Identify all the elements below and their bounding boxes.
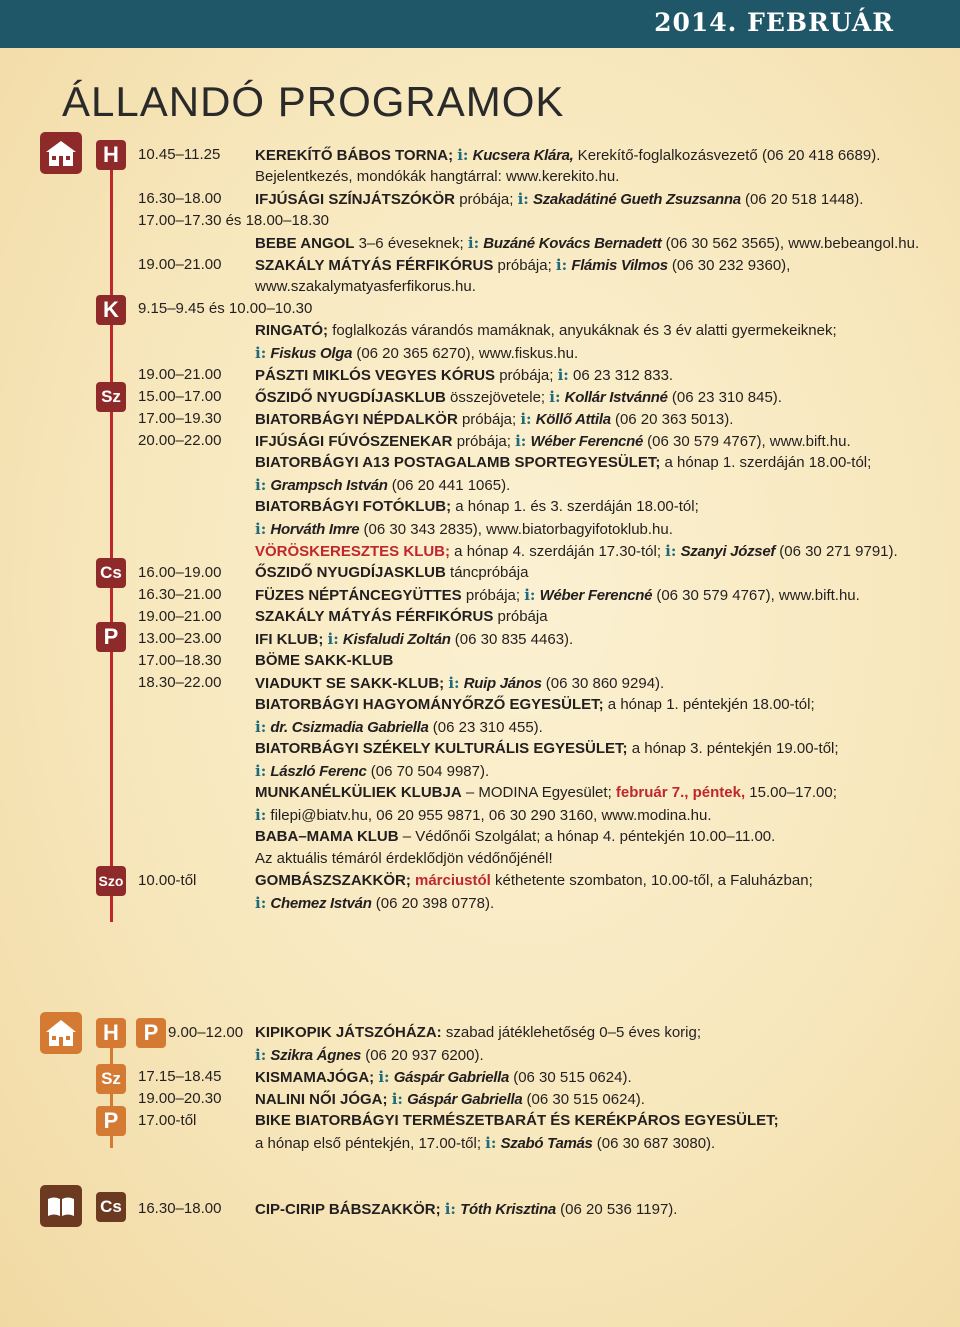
day-badge-tuesday: K bbox=[96, 295, 126, 325]
program-name: SZAKÁLY MÁTYÁS FÉRFIKÓRUS bbox=[255, 257, 494, 274]
house-icon bbox=[40, 132, 82, 174]
contact: Tóth Krisztina bbox=[460, 1201, 556, 1218]
details: a hónap 3. péntekjén 19.00-től; bbox=[627, 740, 839, 757]
details: (06 23 310 845). bbox=[667, 389, 782, 406]
program-line bbox=[255, 761, 489, 782]
time: 17.00-től bbox=[138, 1112, 197, 1129]
contact: Wéber Ferencné bbox=[539, 587, 653, 604]
details: 15.00–17.00; bbox=[745, 784, 837, 801]
info-icon: i: bbox=[391, 1090, 403, 1108]
program-line bbox=[255, 541, 898, 562]
info-icon: i: bbox=[524, 586, 536, 604]
details: próbája; bbox=[455, 191, 518, 208]
time: 9.00–12.00 bbox=[168, 1024, 244, 1041]
contact: dr. Csizmadia Gabriella bbox=[270, 719, 429, 736]
program-name: CIP-CIRIP BÁBSZAKKÖR; bbox=[255, 1201, 441, 1218]
program-name: BIATORBÁGYI FOTÓKLUB; bbox=[255, 498, 452, 515]
program-line bbox=[255, 321, 837, 341]
contact: Chemez István bbox=[270, 895, 372, 912]
day-badge-friday: P bbox=[96, 1106, 126, 1136]
details: próbája; bbox=[461, 587, 525, 604]
time: 20.00–22.00 bbox=[138, 432, 222, 449]
info-icon: i: bbox=[255, 1046, 267, 1064]
program-name: KIPIKOPIK JÁTSZÓHÁZA: bbox=[255, 1024, 442, 1041]
info-icon: i: bbox=[255, 718, 267, 736]
contact: Szikra Ágnes bbox=[270, 1047, 362, 1064]
details: (06 30 835 4463). bbox=[450, 631, 574, 648]
program-name: BIATORBÁGYI NÉPDALKÖR bbox=[255, 411, 458, 428]
program-name: MUNKANÉLKÜLIEK KLUBJA bbox=[255, 784, 462, 801]
info-icon: i: bbox=[555, 256, 568, 274]
program-line bbox=[255, 783, 837, 803]
house-icon bbox=[40, 1012, 82, 1054]
details: (06 23 310 455). bbox=[428, 719, 543, 736]
time: 16.30–18.00 bbox=[138, 190, 222, 207]
details: szabad játéklehetőség 0–5 éves korig; bbox=[441, 1024, 702, 1041]
program-line bbox=[255, 849, 553, 869]
day-badge-friday: P bbox=[136, 1018, 166, 1048]
program-name: IFI KLUB; bbox=[255, 631, 324, 648]
details: Bejelentkezés, mondókák hangtárral: www.kerekito.hu. bbox=[255, 168, 620, 185]
details: foglalkozás várandós mamáknak, anyukáknak és 3 év alatti gyermekeiknek; bbox=[328, 322, 837, 339]
details: (06 30 271 9791). bbox=[775, 543, 898, 560]
details: próbája; bbox=[457, 411, 521, 428]
program-name: GOMBÁSZSZAKKÖR; bbox=[255, 872, 411, 889]
contact: Grampsch István bbox=[270, 477, 388, 494]
time: 19.00–21.00 bbox=[138, 608, 222, 625]
contact: Szanyi József bbox=[680, 543, 776, 560]
time: 10.45–11.25 bbox=[138, 146, 221, 163]
program-name: ŐSZIDŐ NYUGDÍJASKLUB bbox=[255, 389, 446, 406]
program-name: IFJÚSÁGI SZÍNJÁTSZÓKÖR bbox=[255, 191, 456, 208]
info-icon: i: bbox=[255, 806, 267, 824]
program-line bbox=[255, 233, 919, 254]
info-icon: i: bbox=[255, 520, 267, 538]
details: (06 30 579 4767), www.bift.hu. bbox=[652, 587, 860, 604]
contact: Szakadátiné Gueth Zsuzsanna bbox=[533, 191, 741, 208]
details: a hónap 4. szerdáján 17.30-tól; bbox=[450, 543, 666, 560]
program-name: BABA–MAMA KLUB bbox=[255, 828, 399, 845]
program-line bbox=[255, 1133, 715, 1154]
info-icon: i: bbox=[444, 1200, 456, 1218]
contact: Kucsera Klára, bbox=[472, 147, 574, 164]
contact: Ruip János bbox=[463, 675, 542, 692]
details: összejövetele; bbox=[445, 389, 550, 406]
program-line bbox=[255, 453, 871, 473]
highlight-date: márciustól bbox=[410, 872, 491, 889]
program-line bbox=[255, 343, 578, 364]
contact: Köllő Attila bbox=[535, 411, 611, 428]
contact: Gáspár Gabriella bbox=[407, 1091, 523, 1108]
time: 10.00-től bbox=[138, 872, 197, 889]
time: 17.15–18.45 bbox=[138, 1068, 222, 1085]
contact: Buzáné Kovács Bernadett bbox=[483, 235, 662, 252]
month-label: 2014. FEBRUÁR bbox=[654, 8, 894, 37]
program-name: NALINI NŐI JÓGA; bbox=[255, 1091, 388, 1108]
book-icon bbox=[40, 1185, 82, 1227]
time: 19.00–21.00 bbox=[138, 366, 222, 383]
time: 15.00–17.00 bbox=[138, 388, 222, 405]
details: (06 20 363 5013). bbox=[610, 411, 734, 428]
program-line bbox=[255, 805, 712, 826]
day-badge-thursday: Cs bbox=[96, 558, 126, 588]
program-name: VÖRÖSKERESZTES KLUB; bbox=[255, 543, 451, 560]
info-icon: i: bbox=[378, 1068, 390, 1086]
time: 17.00–18.30 bbox=[138, 652, 222, 669]
info-icon: i: bbox=[485, 1134, 497, 1152]
details: (06 30 860 9294). bbox=[541, 675, 665, 692]
info-icon: i: bbox=[515, 432, 527, 450]
program-name: BEBE ANGOL bbox=[255, 235, 355, 252]
program-name: ŐSZIDŐ NYUGDÍJASKLUB bbox=[255, 564, 446, 581]
info-icon: i: bbox=[517, 190, 529, 208]
details: 06 23 312 833. bbox=[568, 367, 674, 384]
details: – MODINA Egyesület; bbox=[461, 784, 616, 801]
info-icon: i: bbox=[520, 410, 532, 428]
details: a hónap 1. szerdáján 18.00-tól; bbox=[660, 454, 872, 471]
time: 16.30–21.00 bbox=[138, 586, 222, 603]
day-badge-monday: H bbox=[96, 140, 126, 170]
program-line bbox=[255, 695, 815, 715]
program-line bbox=[255, 827, 775, 847]
info-icon: i: bbox=[327, 630, 339, 648]
details: próbája; bbox=[493, 257, 556, 274]
day-badge-wednesday: Sz bbox=[96, 382, 126, 412]
program-name: RINGATÓ; bbox=[255, 322, 329, 339]
time: 16.00–19.00 bbox=[138, 564, 222, 581]
program-name: BIATORBÁGYI SZÉKELY KULTURÁLIS EGYESÜLET; bbox=[255, 740, 628, 757]
details: (06 20 398 0778). bbox=[371, 895, 495, 912]
day-badge-friday: P bbox=[96, 622, 126, 652]
details: (06 20 536 1197). bbox=[555, 1201, 678, 1218]
program-name: PÁSZTI MIKLÓS VEGYES KÓRUS bbox=[255, 367, 496, 384]
time: 16.30–18.00 bbox=[138, 1200, 222, 1217]
program-line bbox=[255, 739, 839, 759]
details: filepi@biatv.hu, 06 20 955 9871, 06 30 290 3160, www.modina.hu. bbox=[266, 807, 712, 824]
details: (06 70 504 9987). bbox=[366, 763, 490, 780]
details: (06 30 687 3080). bbox=[592, 1135, 716, 1152]
time: 9.15–9.45 és 10.00–10.30 bbox=[138, 300, 313, 317]
program-name: KISMAMAJÓGA; bbox=[255, 1069, 375, 1086]
time: 19.00–20.30 bbox=[138, 1090, 222, 1107]
details: (06 20 518 1448). bbox=[740, 191, 864, 208]
details: www.szakalymatyasferfikorus.hu. bbox=[255, 278, 476, 295]
details: táncpróbája bbox=[445, 564, 529, 581]
program-name: KEREKÍTŐ BÁBOS TORNA; bbox=[255, 147, 454, 164]
contact: Horváth Imre bbox=[270, 521, 360, 538]
info-icon: i: bbox=[255, 894, 267, 912]
day-badge-wednesday: Sz bbox=[96, 1064, 126, 1094]
highlight-date: február 7., péntek, bbox=[615, 784, 746, 801]
info-icon: i: bbox=[255, 344, 267, 362]
time: 13.00–23.00 bbox=[138, 630, 222, 647]
info-icon: i: bbox=[448, 674, 460, 692]
info-icon: i: bbox=[255, 476, 267, 494]
details: (06 30 515 0624). bbox=[509, 1069, 632, 1086]
time: 19.00–21.00 bbox=[138, 256, 222, 273]
day-badge-monday: H bbox=[96, 1018, 126, 1048]
page-title: ÁLLANDÓ PROGRAMOK bbox=[62, 78, 565, 125]
details: (06 20 365 6270), www.fiskus.hu. bbox=[352, 345, 579, 362]
program-line bbox=[255, 519, 673, 540]
contact: Szabó Tamás bbox=[500, 1135, 593, 1152]
program-line bbox=[255, 167, 619, 187]
program-name: BIATORBÁGYI A13 POSTAGALAMB SPORTEGYESÜLET; bbox=[255, 454, 661, 471]
details: (06 20 937 6200). bbox=[361, 1047, 484, 1064]
details: a hónap 1. és 3. szerdáján 18.00-tól; bbox=[451, 498, 699, 515]
program-name: BIKE BIATORBÁGYI TERMÉSZETBARÁT ÉS KERÉKPÁROS EGYESÜLET; bbox=[255, 1112, 779, 1129]
details: (06 30 562 3565), www.bebeangol.hu. bbox=[661, 235, 920, 252]
details: (06 20 441 1065). bbox=[387, 477, 511, 494]
info-icon: i: bbox=[255, 762, 267, 780]
time: 17.00–19.30 bbox=[138, 410, 222, 427]
program-line bbox=[255, 475, 510, 496]
info-icon: i: bbox=[557, 366, 569, 384]
details: Az aktuális témáról érdeklődjön védőnőjénél! bbox=[255, 850, 553, 867]
details: próbája; bbox=[495, 367, 558, 384]
details: próbája; bbox=[452, 433, 516, 450]
info-icon: i: bbox=[549, 388, 561, 406]
program-name: SZAKÁLY MÁTYÁS FÉRFIKÓRUS bbox=[255, 608, 494, 625]
header-bar bbox=[0, 0, 960, 48]
timeline-line bbox=[110, 150, 113, 922]
contact: Kisfaludi Zoltán bbox=[342, 631, 451, 648]
contact: Kollár Istvánné bbox=[564, 389, 668, 406]
day-badge-thursday: Cs bbox=[96, 1192, 126, 1222]
details: (06 30 579 4767), www.bift.hu. bbox=[643, 433, 851, 450]
program-line bbox=[255, 497, 699, 517]
time: 17.00–17.30 és 18.00–18.30 bbox=[138, 212, 330, 229]
details: kéthetente szombaton, 10.00-től, a Faluházban; bbox=[490, 872, 813, 889]
info-icon: i: bbox=[467, 234, 480, 252]
contact: Wéber Ferencné bbox=[530, 433, 644, 450]
program-name: IFJÚSÁGI FÚVÓSZENEKAR bbox=[255, 433, 453, 450]
program-line bbox=[255, 1045, 484, 1066]
day-badge-saturday: Szo bbox=[96, 866, 126, 896]
details: – Védőnői Szolgálat; a hónap 4. péntekjén 10.00–11.00. bbox=[398, 828, 776, 845]
details: a hónap első péntekjén, 17.00-től; bbox=[255, 1135, 486, 1152]
time: 18.30–22.00 bbox=[138, 674, 222, 691]
program-name: FÜZES NÉPTÁNCEGYÜTTES bbox=[255, 587, 462, 604]
info-icon: i: bbox=[665, 542, 677, 560]
program-line bbox=[255, 717, 543, 738]
details: (06 30 343 2835), www.biatorbagyifotoklub.hu. bbox=[359, 521, 673, 538]
details: a hónap 1. péntekjén 18.00-tól; bbox=[603, 696, 815, 713]
details: próbája bbox=[493, 608, 548, 625]
program-line bbox=[255, 277, 476, 297]
details: (06 30 232 9360), bbox=[667, 257, 791, 274]
contact: Fiskus Olga bbox=[270, 345, 353, 362]
contact: László Ferenc bbox=[270, 763, 367, 780]
details: (06 30 515 0624). bbox=[522, 1091, 645, 1108]
contact: Gáspár Gabriella bbox=[393, 1069, 510, 1086]
program-name: VIADUKT SE SAKK-KLUB; bbox=[255, 675, 445, 692]
program-line bbox=[255, 893, 494, 914]
details: Kerekítő-foglalkozásvezető (06 20 418 6689). bbox=[573, 147, 881, 164]
program-name: BIATORBÁGYI HAGYOMÁNYŐRZŐ EGYESÜLET; bbox=[255, 696, 604, 713]
info-icon: i: bbox=[457, 146, 469, 164]
details: 3–6 éveseknek; bbox=[354, 235, 468, 252]
program-name: BÖME SAKK-KLUB bbox=[255, 652, 394, 669]
contact: Flámis Vilmos bbox=[571, 257, 668, 274]
